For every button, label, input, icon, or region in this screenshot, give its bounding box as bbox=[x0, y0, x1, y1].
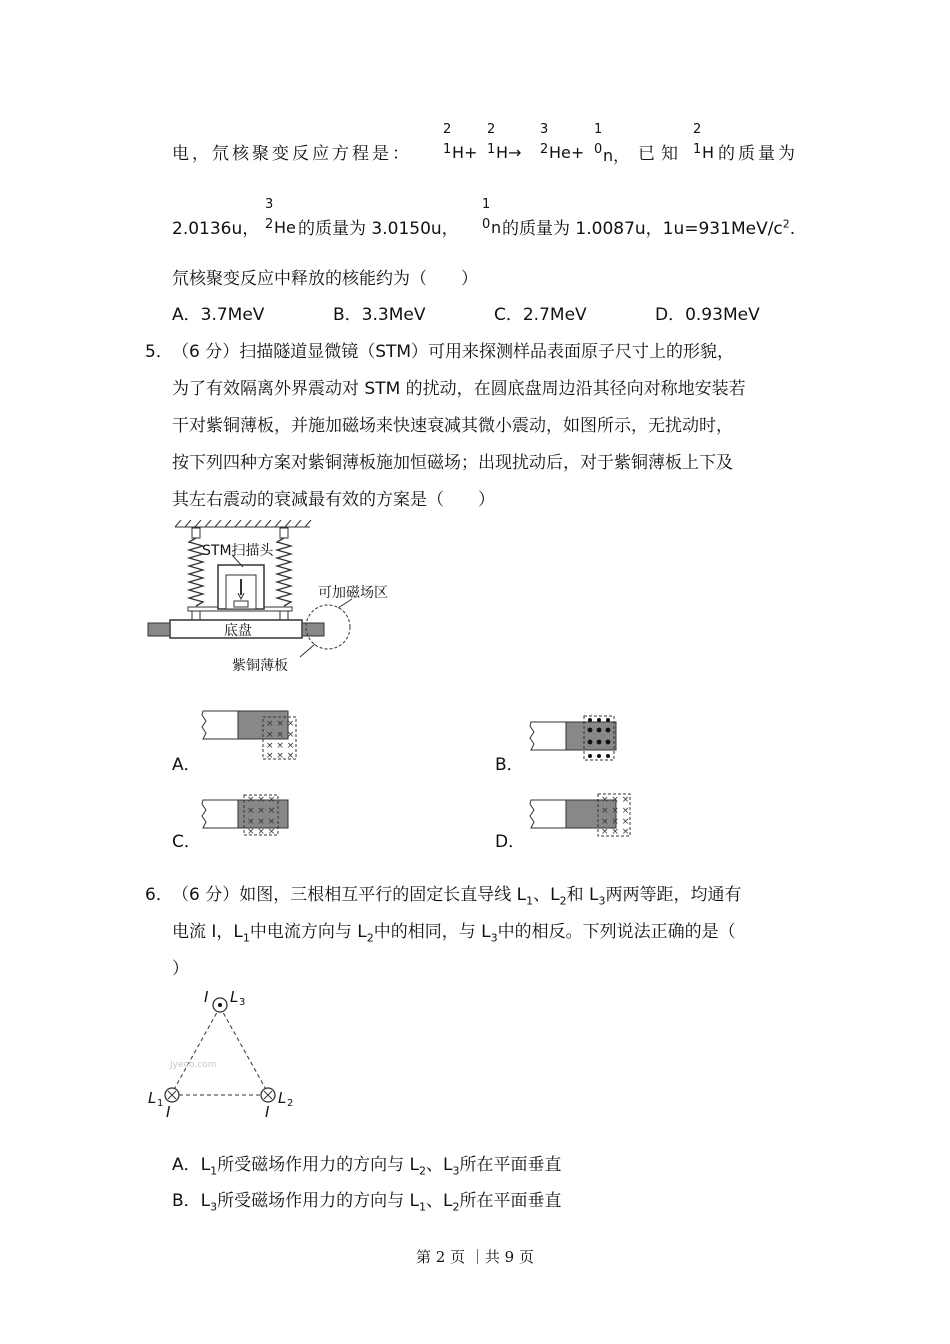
ceiling-hatch bbox=[175, 520, 311, 527]
q4-line2-a: 2.0136u， bbox=[172, 219, 260, 239]
q4-line2-c: 的质量为 1.0087u，$1u=931MeV/c^2$. bbox=[502, 217, 796, 239]
wire-l2-into-page-icon bbox=[261, 1088, 275, 1102]
copper-plate-label: 紫铜薄板 bbox=[232, 658, 288, 674]
svg-text:1: 1 bbox=[157, 1098, 164, 1109]
stm-figure bbox=[140, 515, 410, 680]
q4-line3: 氘核聚变反应中释放的核能约为（ ） bbox=[172, 269, 478, 289]
field-into-page-marks bbox=[266, 719, 294, 761]
q6-line-1: （6 分）如图，三根相互平行的固定长直导线 $L_1$、$L_2$和 $L_3$两两等距，均通有 bbox=[172, 885, 742, 908]
q5-option-c-figure[interactable] bbox=[200, 790, 300, 840]
q5-option-d-figure[interactable] bbox=[528, 790, 638, 840]
l2-wire-label: L bbox=[278, 1089, 287, 1107]
svg-text:× × ×: × × × bbox=[601, 817, 630, 827]
q5-option-b-figure[interactable] bbox=[528, 712, 628, 764]
wires-triangle-figure bbox=[140, 985, 310, 1120]
l3-current-label: I bbox=[204, 988, 209, 1006]
svg-text:× × ×: × × × bbox=[266, 730, 295, 740]
q5-option-c-label[interactable]: C． bbox=[172, 832, 201, 852]
q5-line-5: 其左右震动的衰减最有效的方案是（ ） bbox=[172, 490, 495, 510]
svg-text:× × ×: × × × bbox=[266, 741, 295, 751]
svg-text:× × ×: × × × bbox=[601, 795, 630, 805]
q5-line-3: 干对紫铜薄板，并施加磁场来快速衰减其微小震动，如图所示，无扰动时， bbox=[172, 416, 733, 436]
watermark: Jyeoo.com bbox=[170, 1060, 217, 1070]
svg-text:3: 3 bbox=[239, 997, 246, 1008]
q6-number: 6． bbox=[145, 885, 173, 905]
q4-option-c[interactable]: C．2.7MeV bbox=[494, 305, 587, 325]
svg-text:× × ×: × × × bbox=[601, 806, 630, 816]
svg-text:× × ×: × × × bbox=[247, 795, 276, 805]
svg-text:× × ×: × × × bbox=[266, 719, 295, 729]
svg-text:× × ×: × × × bbox=[247, 806, 276, 816]
svg-text:× × ×: × × × bbox=[601, 827, 630, 837]
q5-line-1: （6 分）扫描隧道显微镜（STM）可用来探测样品表面原子尺寸上的形貌， bbox=[172, 342, 735, 362]
q4-option-d[interactable]: D．0.93MeV bbox=[655, 305, 760, 325]
svg-text:2: 2 bbox=[287, 1098, 294, 1109]
q5-option-a-label[interactable]: A． bbox=[172, 755, 201, 775]
q5-number: 5． bbox=[145, 342, 173, 362]
q4-line1-suffix: 的质量为 bbox=[718, 144, 798, 164]
q5-line-4: 按下列四种方案对紫铜薄板施加恒磁场；出现扰动后，对于紫铜薄板上下及 bbox=[172, 453, 733, 473]
svg-text:× × ×: × × × bbox=[247, 827, 276, 837]
q5-line-2: 为了有效隔离外界震动对 STM 的扰动，在圆底盘周边沿其径向对称地安装若 bbox=[172, 379, 746, 399]
right-spring bbox=[277, 538, 291, 606]
left-spring bbox=[189, 538, 203, 606]
q6-line-3: ） bbox=[172, 959, 189, 979]
svg-text:× × ×: × × × bbox=[266, 751, 295, 761]
stm-head-label: STM扫描头 bbox=[202, 543, 274, 559]
q4-option-b[interactable]: B．3.3MeV bbox=[333, 305, 426, 325]
field-region-label: 可加磁场区 bbox=[318, 585, 388, 601]
q6-option-b[interactable]: B．$L_3$所受磁场作用力的方向与 $L_1$、$L_2$所在平面垂直 bbox=[172, 1191, 562, 1214]
q5-option-a-figure[interactable] bbox=[200, 705, 300, 765]
q4-option-a[interactable]: A．3.7MeV bbox=[172, 305, 265, 325]
q5-option-b-label[interactable]: B． bbox=[495, 755, 524, 775]
svg-text:× × ×: × × × bbox=[247, 817, 276, 827]
q6-line-2: 电流 I，$L_1$中电流方向与 $L_2$中的相同，与 $L_3$中的相反。下列说法正确的是（ bbox=[172, 922, 736, 945]
wire-l1-into-page-icon bbox=[165, 1088, 179, 1102]
q6-option-a[interactable]: A．$L_1$所受磁场作用力的方向与 $L_2$、$L_3$所在平面垂直 bbox=[172, 1155, 562, 1178]
page-footer: 第 2 页 ｜共 9 页 bbox=[416, 1248, 534, 1266]
q4-line2-b: 的质量为 3.0150u， bbox=[298, 219, 459, 239]
wire-l3-out-of-page-icon bbox=[213, 998, 227, 1012]
q5-option-d-label[interactable]: D． bbox=[495, 832, 526, 852]
l3-wire-label: L bbox=[230, 988, 239, 1006]
q4-known-label: 已知 bbox=[638, 144, 684, 164]
q4-line1-prefix: 电，氘核聚变反应方程是： bbox=[172, 144, 412, 164]
base-label: 底盘 bbox=[224, 623, 252, 639]
l1-current-label: I bbox=[166, 1103, 171, 1120]
l1-wire-label: L bbox=[148, 1089, 157, 1107]
l2-current-label: I bbox=[265, 1103, 270, 1120]
